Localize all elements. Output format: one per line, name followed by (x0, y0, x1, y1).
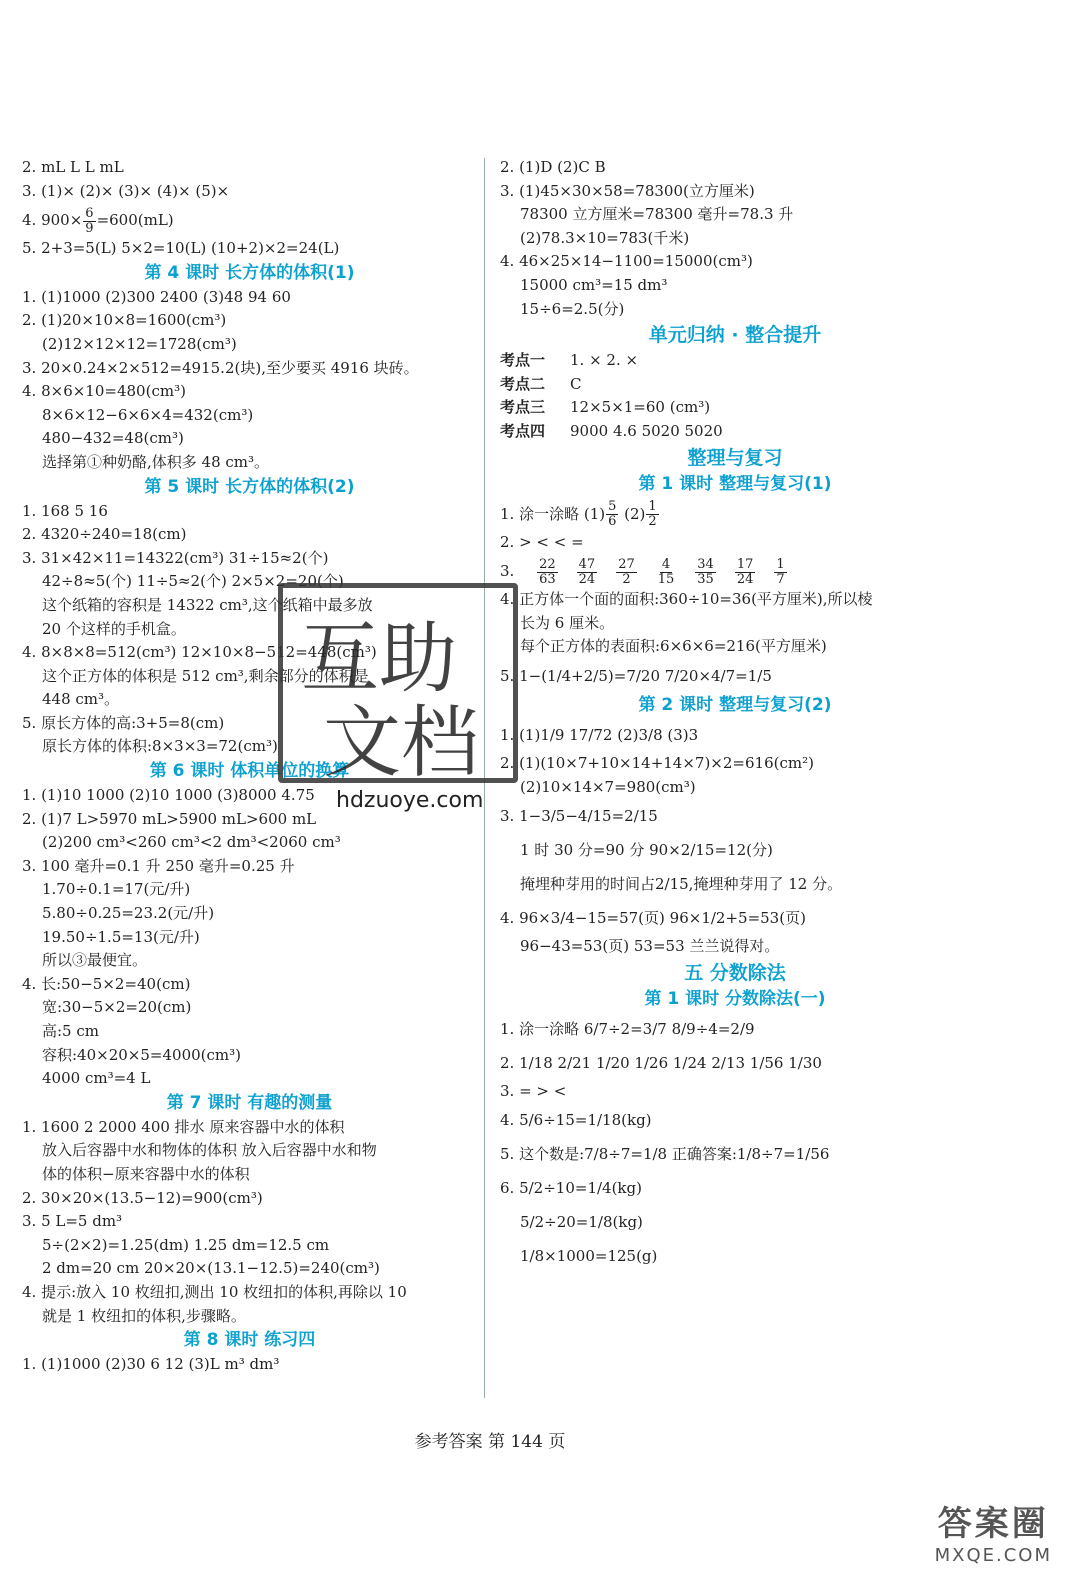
answer-line: 4. 8×8×8=512(cm³) 12×10×8−512=448(cm³) (22, 643, 377, 662)
watermark-line-1: 互助 (301, 614, 458, 704)
answer-line: (2)200 cm³<260 cm³<2 dm³<2060 cm³ (42, 833, 341, 852)
key-point-value: 1. × 2. × (570, 351, 639, 370)
answer-line: 4000 cm³=4 L (42, 1069, 151, 1088)
denominator: 7 (776, 571, 785, 587)
key-point-value: 9000 4.6 5020 5020 (570, 421, 723, 440)
answer-line: 1/8×1000=125(g) (520, 1247, 658, 1266)
brand-url: MXQE.COM (934, 1545, 1052, 1566)
answer-line: 3. (1)45×30×58=78300(立方厘米) (500, 181, 755, 200)
answer-line: 4. 提示:放入 10 枚纽扣,测出 10 枚纽扣的体积,再除以 10 (22, 1282, 407, 1301)
answer-line: (2)78.3×10=783(千米) (520, 228, 690, 247)
answer-line: 1.70÷0.1=17(元/升) (42, 880, 191, 899)
key-point-label: 考点四 (500, 421, 546, 440)
denominator: 35 (697, 571, 714, 587)
answer-line: 2. (1)20×10×8=1600(cm³) (22, 311, 227, 330)
brand-name: 答案圈 (937, 1504, 1049, 1544)
page-footer: 参考答案 第 144 页 (414, 1432, 566, 1452)
key-point-label: 考点一 (500, 351, 546, 370)
section-heading: 第 7 课时 有趣的测量 (166, 1092, 333, 1113)
answer-line: 5. 这个数是:7/8÷7=1/8 正确答案:1/8÷7=1/56 (500, 1145, 830, 1164)
numerator: 47 (578, 556, 596, 572)
watermark-stamp (278, 583, 518, 788)
fraction (577, 558, 598, 587)
answer-line: 20 个这样的手机盒。 (42, 619, 186, 638)
answer-line: 高:5 cm (42, 1022, 99, 1040)
answer-line: 1. 涂一涂略 6/7÷2=3/7 8/9÷4=2/9 (500, 1019, 755, 1038)
numerator: 1 (776, 556, 785, 572)
answer-line: 78300 立方厘米=78300 毫升=78.3 升 (520, 205, 794, 224)
answer-line: 5/2÷20=1/8(kg) (520, 1213, 643, 1232)
answer-line: 1. 1600 2 2000 400 排水 原来容器中水的体积 (22, 1117, 345, 1136)
answer-line: 3. 20×0.24×2×512=4915.2(块),至少要买 4916 块砖。 (22, 358, 419, 377)
answer-line: 2. 4320÷240=18(cm) (22, 525, 187, 544)
answer-line: 42÷8≈5(个) 11÷5≈2(个) 2×5×2=20(个) (42, 572, 344, 591)
denominator: 15 (657, 571, 675, 587)
answer-line: 5. 原长方体的高:3+5=8(cm) (22, 713, 225, 732)
answer-line: 2. mL L L mL (22, 158, 124, 176)
answer-line: 2. (1)7 L>5970 mL>5900 mL>600 mL (22, 809, 317, 828)
answer-line: 5÷(2×2)=1.25(dm) 1.25 dm=12.5 cm (42, 1235, 330, 1254)
answer-line: (2)12×12×12=1728(cm³) (42, 334, 237, 353)
answer-line (500, 554, 970, 588)
text: 1. 涂一涂略 (1) (500, 504, 606, 523)
fraction (735, 558, 756, 587)
numerator: 1 (648, 499, 657, 515)
denominator: 63 (539, 571, 556, 587)
answer-line: 长为 6 厘米。 (520, 613, 615, 632)
answer-line: 3. 5 L=5 dm³ (22, 1212, 123, 1231)
answer-line: 2. (1)D (2)C B (500, 158, 606, 176)
numerator: 27 (618, 556, 635, 572)
answer-line: 宽:30−5×2=20(cm) (42, 998, 192, 1017)
answer-line: 5.80÷0.25=23.2(元/升) (42, 904, 215, 923)
answer-line: 1. (1)10 1000 (2)10 1000 (3)8000 4.75 (22, 786, 315, 805)
section-heading: 整理与复习 (687, 446, 783, 469)
answer-line: 1. 168 5 16 (22, 501, 108, 520)
denominator: 24 (736, 571, 754, 587)
fraction (83, 207, 95, 236)
denominator: 2 (648, 514, 657, 530)
answer-line: 放入后容器中水和物体的体积 放入后容器中水和物 (42, 1141, 377, 1160)
answer-line: 所以③最便宜。 (42, 951, 148, 970)
fraction (695, 558, 716, 587)
answer-line: 4. 长:50−5×2=40(cm) (22, 974, 191, 993)
answer-line: 19.50÷1.5=13(元/升) (42, 927, 200, 946)
section-heading: 第 2 课时 整理与复习(2) (638, 694, 832, 715)
answer-line: 3. 31×42×11=14322(cm³) 31÷15≈2(个) (22, 548, 329, 567)
answer-line: 2. (1)(10×7+10×14+14×7)×2=616(cm²) (500, 753, 814, 772)
answer-line: 2. 30×20×(13.5−12)=900(cm³) (22, 1188, 263, 1207)
section-heading: 第 6 课时 体积单位的换算 (149, 761, 350, 782)
answer-line: 6. 5/2÷10=1/4(kg) (500, 1179, 642, 1198)
fraction (606, 500, 618, 529)
numerator: 6 (85, 205, 94, 221)
fraction-list (519, 556, 788, 587)
answer-line: 15÷6=2.5(分) (520, 299, 625, 318)
answer-line: 5. 2+3=5(L) 5×2=10(L) (10+2)×2=24(L) (22, 239, 340, 258)
section-heading: 单元归纳 · 整合提升 (648, 324, 822, 347)
section-heading: 第 4 课时 长方体的体积(1) (144, 262, 355, 283)
answer-line: 3. 100 毫升=0.1 升 250 毫升=0.25 升 (22, 856, 295, 875)
answer-line (22, 203, 477, 237)
right-column (500, 156, 970, 1273)
answer-line: 480−432=48(cm³) (42, 429, 184, 448)
fraction (537, 558, 558, 587)
answer-line: 容积:40×20×5=4000(cm³) (42, 1045, 241, 1064)
text: 4. 900× (22, 211, 83, 230)
answer-line (500, 349, 970, 373)
answer-line: 3. (1)× (2)× (3)× (4)× (5)× (22, 181, 230, 200)
answer-line: (2)10×14×7=980(cm³) (520, 777, 696, 796)
answer-line: 1. (1)1/9 17/72 (2)3/8 (3)3 (500, 725, 699, 744)
text: =600(mL) (96, 211, 174, 230)
numerator: 4 (661, 556, 671, 572)
answer-line (500, 497, 970, 531)
answer-line: 2. 1/18 2/21 1/20 1/26 1/24 2/13 1/56 1/30 (500, 1053, 822, 1072)
answer-line: 4. 8×6×10=480(cm³) (22, 382, 186, 401)
answer-line: 原长方体的体积:8×3×3=72(cm³) (42, 737, 278, 756)
answer-line: 96−43=53(页) 53=53 兰兰说得对。 (520, 937, 780, 956)
answer-line: 4. 46×25×14−1100=15000(cm³) (500, 252, 753, 271)
section-heading: 第 1 课时 整理与复习(1) (638, 473, 832, 494)
section-heading: 第 5 课时 长方体的体积(2) (144, 476, 355, 497)
denominator: 6 (608, 514, 617, 530)
brand-logo (935, 1496, 1052, 1566)
answer-line: 5. 1−(1/4+2/5)=7/20 7/20×4/7=1/5 (500, 666, 772, 685)
denominator: 2 (622, 571, 631, 587)
answer-line: 4. 96×3/4−15=57(页) 96×1/2+5=53(页) (500, 909, 806, 928)
denominator: 9 (85, 220, 94, 236)
answer-line: 1. (1)1000 (2)30 6 12 (3)L m³ dm³ (22, 1355, 280, 1374)
answer-line: 这个正方体的体积是 512 cm³,剩余部分的体积是 (42, 666, 369, 685)
answer-line: 448 cm³。 (42, 690, 120, 709)
answer-line (500, 396, 970, 420)
answer-line: 选择第①种奶酪,体积多 48 cm³。 (42, 452, 270, 471)
numerator: 34 (697, 556, 714, 572)
answer-line: 4. 5/6÷15=1/18(kg) (500, 1111, 652, 1130)
watermark-url: hdzuoye.com (336, 788, 484, 813)
answer-line: 这个纸箱的容积是 14322 cm³,这个纸箱中最多放 (42, 595, 373, 614)
denominator: 24 (578, 571, 596, 587)
answer-line: 体的体积−原来容器中水的体积 (42, 1164, 250, 1183)
answer-line: 3. = > < (500, 1081, 567, 1100)
numerator: 22 (539, 556, 556, 572)
answer-line: 3. 1−3/5−4/15=2/15 (500, 807, 658, 826)
key-point-label: 考点三 (500, 398, 546, 417)
answer-line: 2 dm=20 cm 20×20×(13.1−12.5)=240(cm³) (42, 1259, 380, 1278)
text: 3. (500, 562, 515, 581)
watermark-line-2: 文档 (323, 698, 480, 788)
key-point-value: C (570, 374, 582, 393)
answer-line: 1. (1)1000 (2)300 2400 (3)48 94 60 (22, 287, 291, 306)
key-point-label: 考点二 (500, 374, 546, 393)
answer-line: 就是 1 枚纽扣的体积,步骤略。 (42, 1306, 246, 1325)
section-heading: 第 1 课时 分数除法(一) (644, 988, 826, 1009)
key-point-value: 12×5×1=60 (cm³) (570, 398, 711, 417)
answer-line: 1 时 30 分=90 分 90×2/15=12(分) (520, 841, 773, 860)
section-heading: 五 分数除法 (684, 961, 786, 984)
fraction (656, 558, 677, 587)
answer-line: 2. > < < = (500, 532, 584, 551)
answer-line: 4. 正方体一个面的面积:360÷10=36(平方厘米),所以棱 (500, 590, 873, 609)
fraction (646, 500, 658, 529)
numerator: 17 (736, 556, 754, 572)
answer-line: 每个正方体的表面积:6×6×6=216(平方厘米) (520, 637, 827, 656)
fraction (774, 558, 786, 587)
answer-line: 15000 cm³=15 dm³ (520, 275, 668, 294)
numerator: 5 (608, 499, 617, 515)
text: (2) (619, 504, 646, 523)
answer-line: 掩埋种芽用的时间占2/15,掩埋种芽用了 12 分。 (520, 875, 843, 894)
answer-line (500, 420, 970, 444)
fraction (616, 558, 637, 587)
section-heading: 第 8 课时 练习四 (183, 1330, 316, 1351)
answer-line: 8×6×12−6×6×4=432(cm³) (42, 405, 254, 424)
answer-line (500, 373, 970, 397)
